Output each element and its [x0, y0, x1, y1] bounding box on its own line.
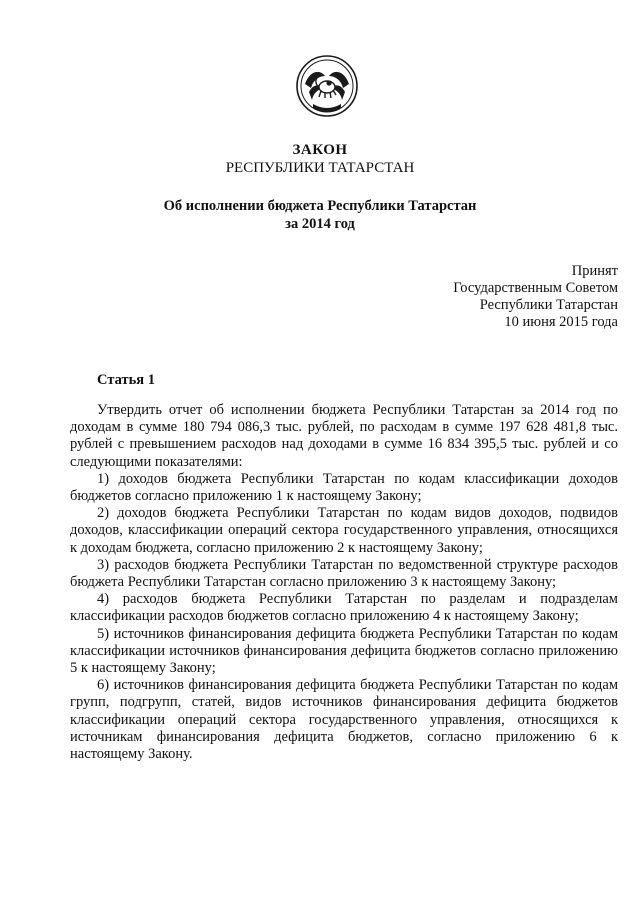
article-item-5: 5) источников финансирования дефицита бюджета Республики Татарстан по кодам классификации источников финансирования дефицита бюджетов согласно приложению 5 к настоящему Закону; [70, 625, 618, 677]
article-item-6: 6) источников финансирования дефицита бюджета Республики Татарстан по кодам групп, подгрупп, статей, видов источников финансирования дефицита бюджетов классификации операций сектора государственного управления, относящихся к источникам финансирования дефицита бюджетов, согласно приложению 6 к настоящему Закону. [70, 677, 618, 763]
adoption-line-3: Республики Татарстан [479, 297, 618, 313]
adoption-line-1: Принят [571, 263, 618, 279]
adoption-block [453, 263, 618, 331]
issuer-title: РЕСПУБЛИКИ ТАТАРСТАН [225, 160, 415, 176]
article-body [70, 402, 618, 763]
article-paragraph: Утвердить отчет об исполнении бюджета Республики Татарстан за 2014 год по доходам в сумме 180 794 086,3 тыс. рублей, по расходам в сумме 197 628 481,8 тыс. рублей с превышением расходов над доходами в сумме 16 834 395,5 тыс. рублей и со следующими показателями: [70, 402, 618, 470]
article-item-4: 4) расходов бюджета Республики Татарстан по разделам и подразделам классификации расходов бюджетов согласно приложению 4 к настоящему Закону; [70, 591, 618, 625]
article-item-2: 2) доходов бюджета Республики Татарстан по кодам видов доходов, подвидов доходов, классификации операций сектора государственного управления, относящихся к доходам бюджета, согласно приложению 2 к настоящему Закону; [70, 505, 618, 556]
adoption-date: 10 июня 2015 года [504, 314, 618, 330]
article-item-3: 3) расходов бюджета Республики Татарстан по ведомственной структуре расходов бюджета Республики Татарстан согласно приложению 3 к настоящему Закону; [70, 556, 618, 591]
tatarstan-emblem-icon [295, 54, 359, 118]
adoption-line-2: Государственным Советом [453, 280, 618, 296]
document-subject-line-2: за 2014 год [285, 216, 355, 232]
article-item-1: 1) доходов бюджета Республики Татарстан по кодам классификации доходов бюджетов согласно приложению 1 к настоящему Закону; [70, 470, 618, 505]
document-subject-line-1: Об исполнении бюджета Республики Татарстан [163, 198, 477, 214]
article-heading: Статья 1 [97, 372, 155, 388]
document-type-title: ЗАКОН [292, 142, 348, 158]
